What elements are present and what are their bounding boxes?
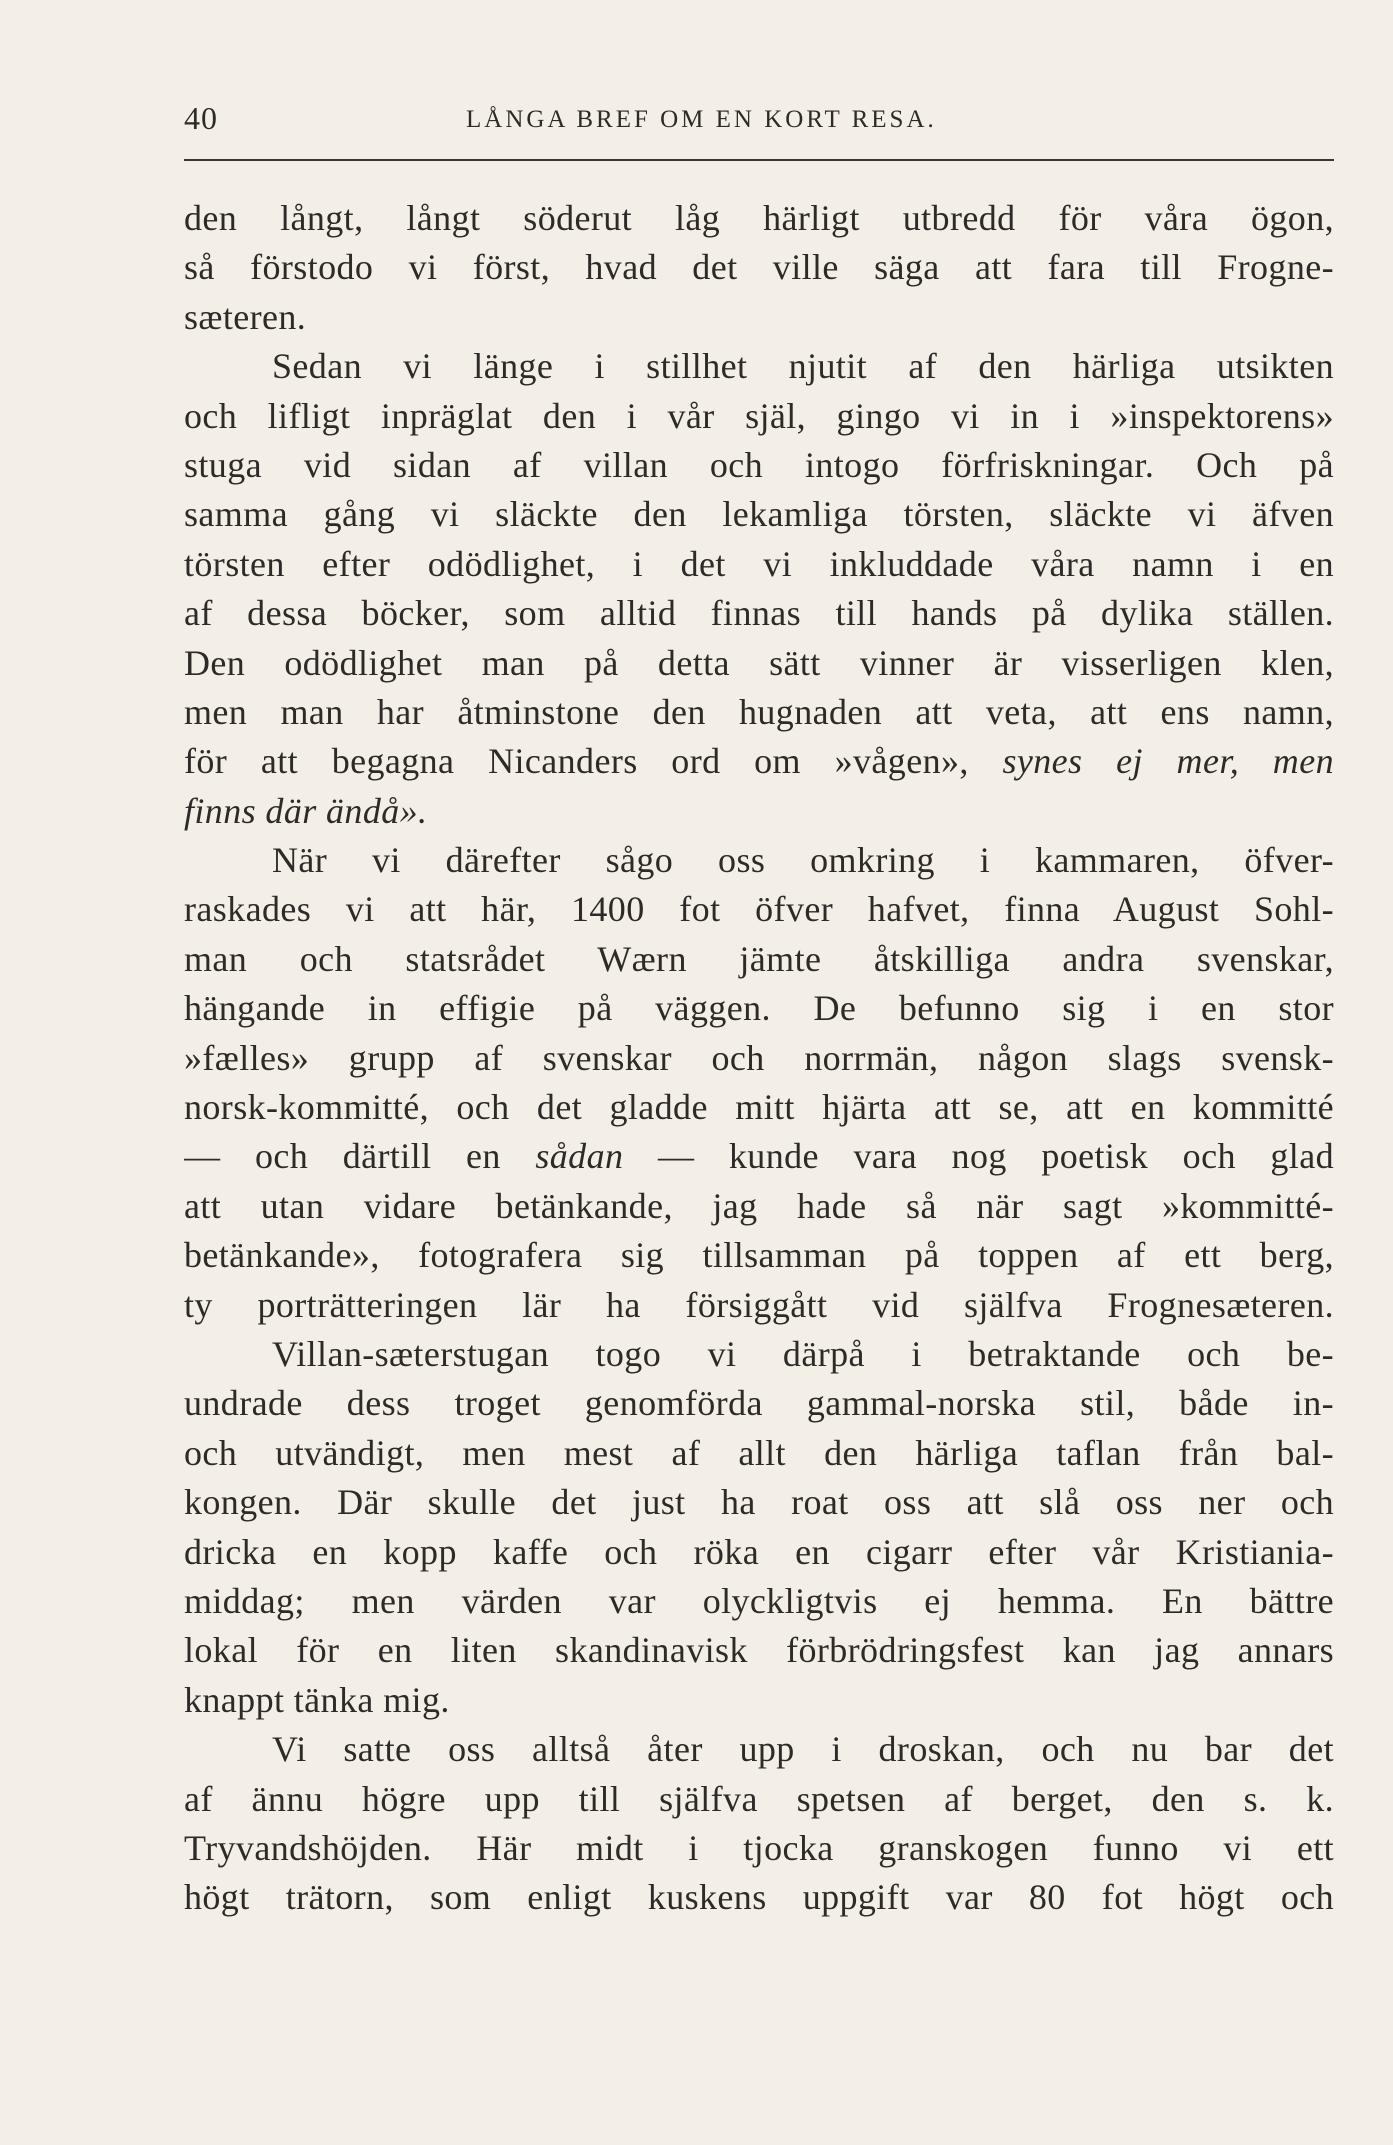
text-line: af dessa böcker, som alltid finnas till hands på dylika ställen. [184,593,1334,634]
text-line: raskades vi att här, 1400 fot öfver hafvet, finna August Sohl- [184,889,1334,930]
text-line: Sedan vi länge i stillhet njutit af den härliga utsikten [272,346,1334,387]
text-line-mixed [184,737,1334,786]
body-text [184,194,1334,1923]
page-number: 40 [184,100,218,136]
italic-word: sådan [535,1136,624,1177]
text-line: högt trätorn, som enligt kuskens uppgift var 80 fot högt och [184,1877,1334,1918]
text-line: hängande in effigie på väggen. De befunno sig i en stor [184,988,1334,1029]
text-line: och utvändigt, men mest af allt den härliga taflan från bal- [184,1432,1334,1473]
text-line: Vi satte oss alltså åter upp i droskan, och nu bar det [272,1729,1334,1770]
text-line: Villan-sæterstugan togo vi därpå i betraktande och be- [272,1333,1334,1374]
text-line: sæteren. [184,296,307,337]
text-line: lokal för en liten skandinavisk förbrödringsfest kan jag annars [184,1630,1334,1671]
text-line: Den odödlighet man på detta sätt vinner är visserligen klen, [184,642,1334,683]
text-segment: för att begagna Nicanders ord om »vågen», [184,741,969,782]
text-line: undrade dess troget genomförda gammal-norska stil, både in- [184,1383,1334,1424]
text-line: dricka en kopp kaffe och röka en cigarr efter vår Kristiania- [184,1531,1334,1572]
text-line: stuga vid sidan af villan och intogo förfriskningar. Och på [184,444,1334,485]
text-line: Tryvandshöjden. Här midt i tjocka granskogen funno vi ett [184,1827,1334,1868]
text-line: och lifligt inpräglat den i vår själ, gingo vi in i »inspektorens» [184,395,1334,436]
text-line: knappt tänka mig. [184,1679,450,1720]
text-line: När vi därefter sågo oss omkring i kammaren, öfver- [272,840,1334,881]
text-line: betänkande», fotografera sig tillsamman på toppen af ett berg, [184,1235,1334,1276]
text-segment: — kunde vara nog poetisk och glad [657,1136,1334,1177]
text-line: »fælles» grupp af svenskar och norrmän, någon slags svensk- [184,1037,1334,1078]
text-line: norsk-kommitté, och det gladde mitt hjärta att se, att en kommitté [184,1087,1334,1128]
text-line: så förstodo vi först, hvad det ville säga att fara till Frogne- [184,247,1334,288]
header-rule [184,159,1334,161]
text-line: man och statsrådet Wærn jämte åtskilliga andra svenskar, [184,938,1334,979]
running-head: LÅNGA BREF OM EN KORT RESA. [466,106,937,133]
text-line: samma gång vi släckte den lekamliga törsten, släckte vi äfven [184,494,1334,535]
text-line: ty porträtteringen lär ha försiggått vid själfva Frognesæteren. [184,1284,1334,1325]
text-line-mixed [184,1132,1334,1181]
text-segment: — och därtill en [184,1136,501,1177]
text-line: törsten efter odödlighet, i det vi inkluddade våra namn i en [184,543,1334,584]
text-line: middag; men värden var olyckligtvis ej hemma. En bättre [184,1580,1334,1621]
text-line: att utan vidare betänkande, jag hade så när sagt »kommitté- [184,1185,1334,1226]
italic-quote: synes ej mer, men [1002,741,1334,782]
text-line: den långt, långt söderut låg härligt utbredd för våra ögon, [184,198,1334,238]
page-header [184,100,1334,150]
text-line: men man har åtminstone den hugnaden att veta, att ens namn, [184,691,1334,732]
text-line: af ännu högre upp till själfva spetsen af berget, den s. k. [184,1778,1334,1819]
text-line: kongen. Där skulle det just ha roat oss att slå oss ner och [184,1482,1334,1523]
text-line: finns där ändå». [184,790,428,831]
